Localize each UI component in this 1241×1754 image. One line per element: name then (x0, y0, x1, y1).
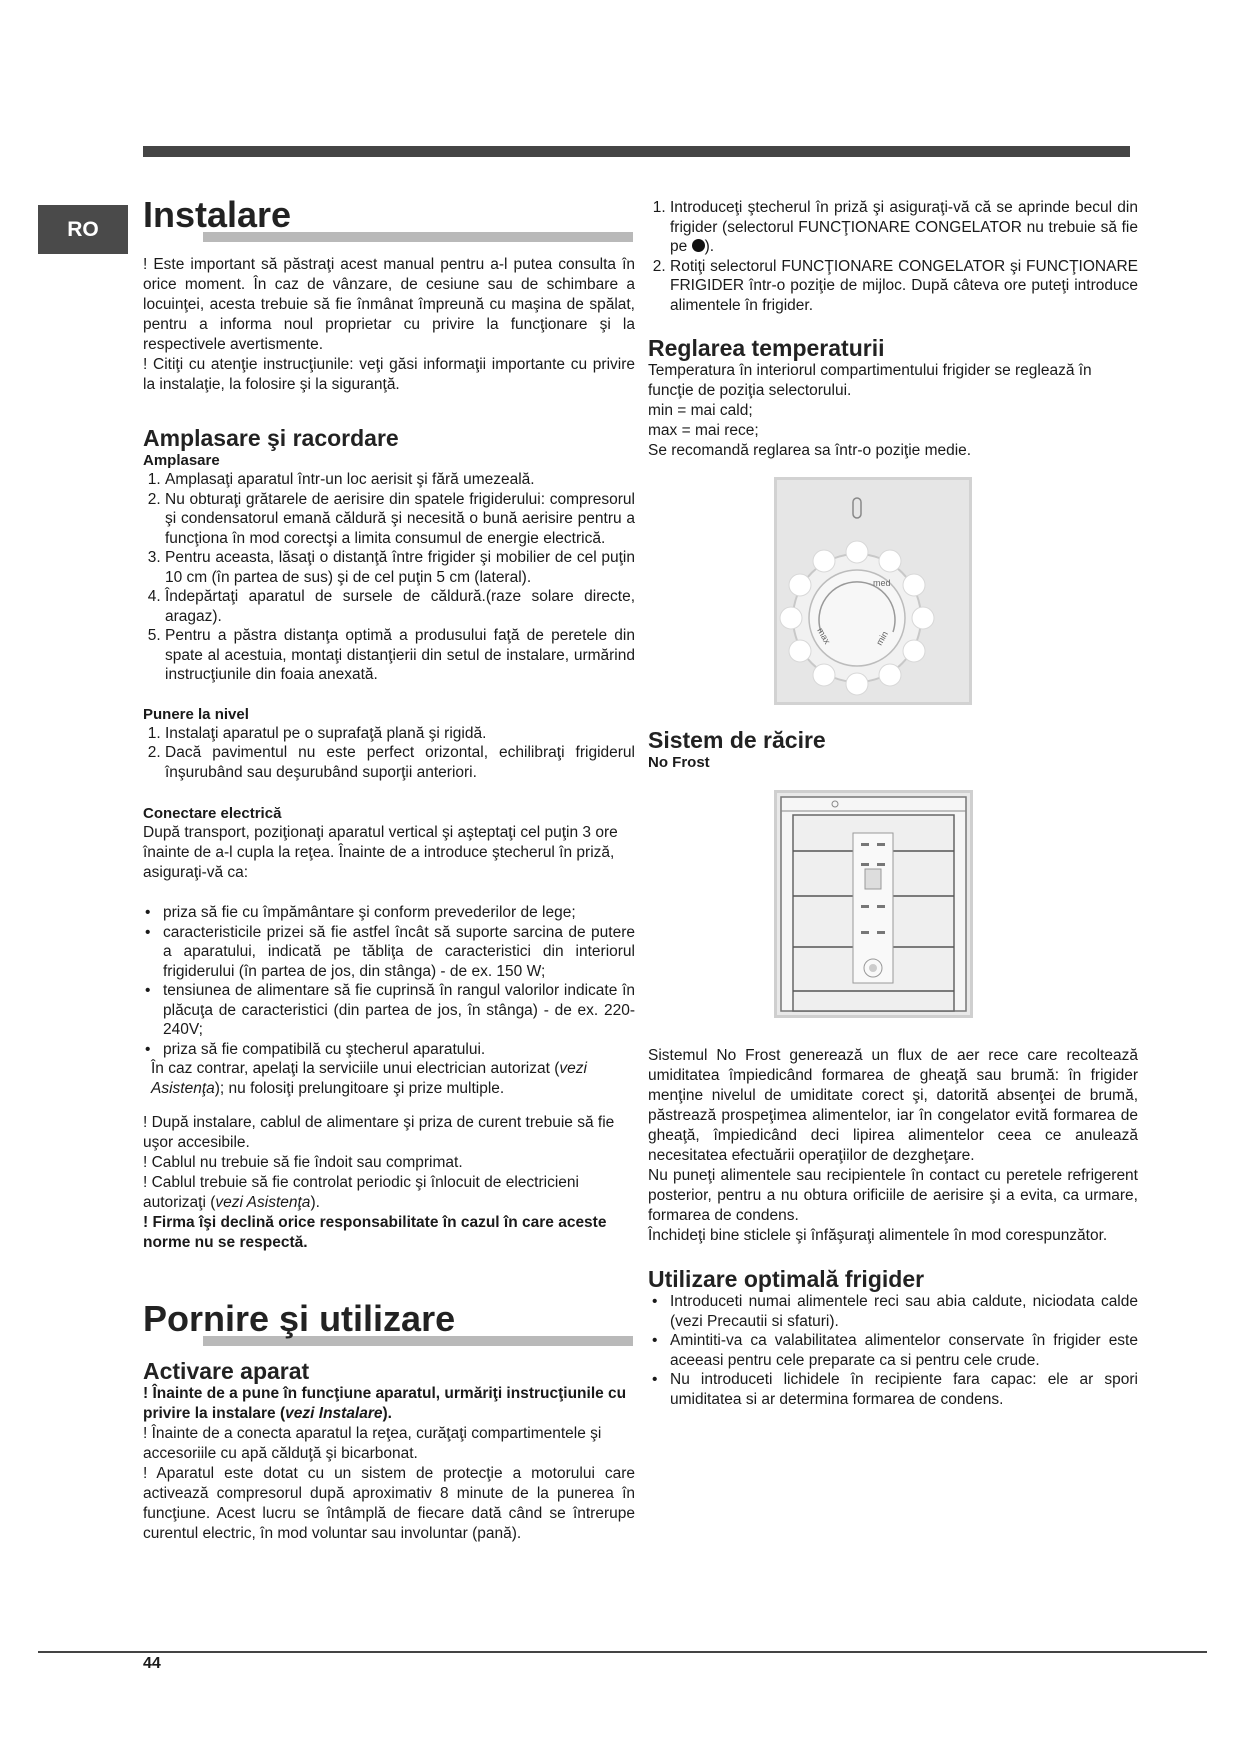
thermostat-dial-figure (774, 477, 972, 705)
electrica-bullets (143, 903, 635, 1059)
racire-heading: Sistem de răcire (648, 727, 826, 753)
electrica-warning-2: ! Cablul nu trebuie să fie îndoit sau comprimat. (143, 1154, 463, 1171)
utilizare-heading: Utilizare optimală frigider (648, 1266, 925, 1292)
page-number: 44 (143, 1655, 161, 1672)
filled-circle-icon (692, 239, 705, 252)
list-item: • priza să fie compatibilă cu ştecherul aparatului. (163, 1040, 635, 1060)
list-item: • Nu introduceti lichidele în recipiente fara capac: ele ar spori umiditatea si ar determina formarea de condens. (670, 1370, 1138, 1409)
electrica-warning-3: ! Cablul trebuie să fie controlat periodic şi înlocuit de electricieni autorizaţi (vezi Asistenţa). (143, 1174, 579, 1211)
reglarea-heading: Reglarea temperaturii (648, 335, 885, 361)
dial-med-label: med (873, 578, 891, 588)
activare-protection: ! Aparatul este dotat cu un sistem de protecţie a motorului care activează compresorul după aproximativ 8 minute de la punerea în funcţiune. Acest lucru se întâmplă de fiecare dată când se întrerupe curentul electric, în mod voluntar sau involuntar (pană). (143, 1465, 635, 1542)
start-list (648, 198, 1138, 315)
reglarea-recommend: Se recomandă reglarea sa într-o poziţie medie. (648, 442, 972, 459)
no-frost-figure (774, 790, 973, 1018)
list-item: • tensiunea de alimentare să fie cuprinsă în rangul valorilor indicate în plăcuţa de caracteristici (din partea de jos, în stânga) - de ex. 220-240V; (163, 981, 635, 1040)
no-frost-description: Sistemul No Frost generează un flux de aer rece care recoltează umiditatea împiedicând formarea de gheaţă sau brumă: în frigider menţine nivelul de umiditate corect şi, datorită absenţei de brumă, păstrează prospeţimea alimentelor, iar în congelator evită formarea de gheaţă, împiedicând deci lipirea alimentelor ceea ce anulează necesitatea efectuării operaţiilor de dezgheţare. (648, 1047, 1138, 1164)
list-item: • Amintiti-va ca valabilitatea alimentelor conservate în frigider este aceeasi pentru cele preparate ca si pentru cele crude. (670, 1331, 1138, 1370)
electrica-contrar: În caz contrar, apelaţi la serviciile unui electrician autorizat (vezi Asistenţa); nu folosiţi prelungitoare şi prize multiple. (151, 1060, 587, 1097)
electrica-warning-4: ! Firma îşi declină orice responsabilitate în cazul în care aceste norme nu se respectă. (143, 1214, 607, 1251)
dial-max-label: max (815, 626, 833, 646)
nivel-list (143, 724, 635, 783)
list-item: 3. Pentru aceasta, lăsaţi o distanţă între frigider şi mobilier de cel puţin 10 cm (în partea de sus) şi de cel puţin 5 cm (lateral). (165, 548, 635, 587)
reglarea-min: min = mai cald; (648, 402, 753, 419)
header-rule (143, 146, 1130, 157)
electrica-warning-1: ! După instalare, cablul de alimentare şi priza de curent trebuie să fie uşor accesibile. (143, 1114, 615, 1151)
footer-rule (38, 1651, 1207, 1653)
amplasare-heading: Amplasare şi racordare (143, 425, 399, 451)
list-item: 2. Dacă pavimentul nu este perfect orizontal, echilibraţi frigiderul înşurubând sau deşurubând suporţii anteriori. (165, 743, 635, 782)
list-item: • caracteristicile prizei să fie astfel încât să suporte sarcina de putere a aparatului, indicată pe tăbliţa de caracteristici din interiorul frigiderului (în partea de jos, din stânga) - de ex. 150 W; (163, 923, 635, 982)
list-item: 1. Instalaţi aparatul pe o suprafaţă plană şi rigidă. (165, 724, 635, 744)
reglarea-text: Temperatura în interiorul compartimentului frigider se reglează în funcţie de poziţia selectorului. (648, 362, 1092, 399)
nivel-subheading: Punere la nivel (143, 705, 249, 723)
instalare-heading: Instalare (143, 194, 292, 235)
list-item: 4. Îndepărtaţi aparatul de sursele de căldură.(raze solare directe, aragaz). (165, 587, 635, 626)
pornire-heading: Pornire şi utilizare (143, 1298, 456, 1339)
electrica-subheading: Conectare electrică (143, 805, 282, 822)
list-item: • Introduceti numai alimentele reci sau abia caldute, niciodata calde (vezi Precautii si sfaturi). (670, 1292, 1138, 1331)
list-item: 2. Nu obturaţi grătarele de aerisire din spatele frigiderului: compresorul şi condensatorul emană căldură şi necesită o bună aerisire pentru a funcţiona în mod corectşi a limita consumul de energie electrică. (165, 490, 635, 549)
language-tab: RO (38, 205, 128, 254)
utilizare-bullets (648, 1292, 1138, 1409)
instalare-intro: ! Este important să păstraţi acest manual pentru a-l putea consulta în orice moment. În caz de vânzare, de cesiune sau de schimbare a locuinţei, acesta trebuie să fie înmânat împreună cu maşina de spălat, pentru a informa noul proprietar cu privire la funcţionare şi la respectivele avertismente. (143, 256, 635, 353)
activare-heading: Activare aparat (143, 1358, 310, 1384)
electrica-intro: După transport, poziţionaţi aparatul vertical şi aşteptaţi cel puţin 3 ore înainte de a-l cupla la reţea. Înainte de a introduce ştecherul în priză, asiguraţi-vă ca: (143, 824, 618, 881)
amplasare-list (143, 470, 635, 685)
list-item: 1. Introduceţi ştecherul în priză şi asiguraţi-vă că se aprinde becul din frigider (selectorul FUNCŢIONARE CONGELATOR nu trebuie să fie pe ). (670, 198, 1138, 257)
fridge-interior-icon (777, 793, 970, 1015)
thermostat-dial-icon (777, 480, 969, 702)
right-column (648, 198, 1138, 1409)
list-item: • priza să fie cu împământare şi conform prevederilor de lege; (163, 903, 635, 923)
amplasare-subheading: Amplasare (143, 452, 220, 469)
list-item: 2. Rotiţi selectorul FUNCŢIONARE CONGELATOR şi FUNCŢIONARE FRIGIDER într-o poziţie de mijloc. După câteva ore puteţi introduce alimentele în frigider. (670, 257, 1138, 316)
activare-cleaning: ! Înainte de a conecta aparatul la reţea, curăţaţi compartimentele şi accesoriile cu apă călduţă şi bicarbonat. (143, 1425, 602, 1462)
dial-min-label: min (874, 629, 890, 647)
list-item: 5. Pentru a păstra distanţa optimă a produsului faţă de peretele din spate al acestuia, montaţi distanţierii din setul de instalare, urmărind instrucţiunile din foaia anexată. (165, 626, 635, 685)
list-item: 1. Amplasaţi aparatul într-un loc aerisit şi fără umezeală. (165, 470, 635, 490)
left-column (143, 195, 635, 1544)
no-frost-contact: Nu puneţi alimentele sau recipientele în contact cu peretele refrigerent posterior, pentru a nu obtura orificiile de aerisire şi a evita, ca urmare, formarea de condens. (648, 1167, 1138, 1224)
activare-warning: ! Înainte de a pune în funcţiune aparatul, urmăriţi instrucţiunile cu privire la instalare (vezi Instalare). (143, 1385, 627, 1422)
instalare-warning: ! Citiţi cu atenţie instrucţiunile: veţi găsi informaţii importante cu privire la instalaţie, la folosire şi la siguranţă. (143, 356, 635, 393)
reglarea-max: max = mai rece; (648, 422, 759, 439)
racire-subheading: No Frost (648, 754, 710, 771)
no-frost-wrap: Închideţi bine sticlele şi înfăşuraţi alimentele în mod corespunzător. (648, 1227, 1108, 1244)
